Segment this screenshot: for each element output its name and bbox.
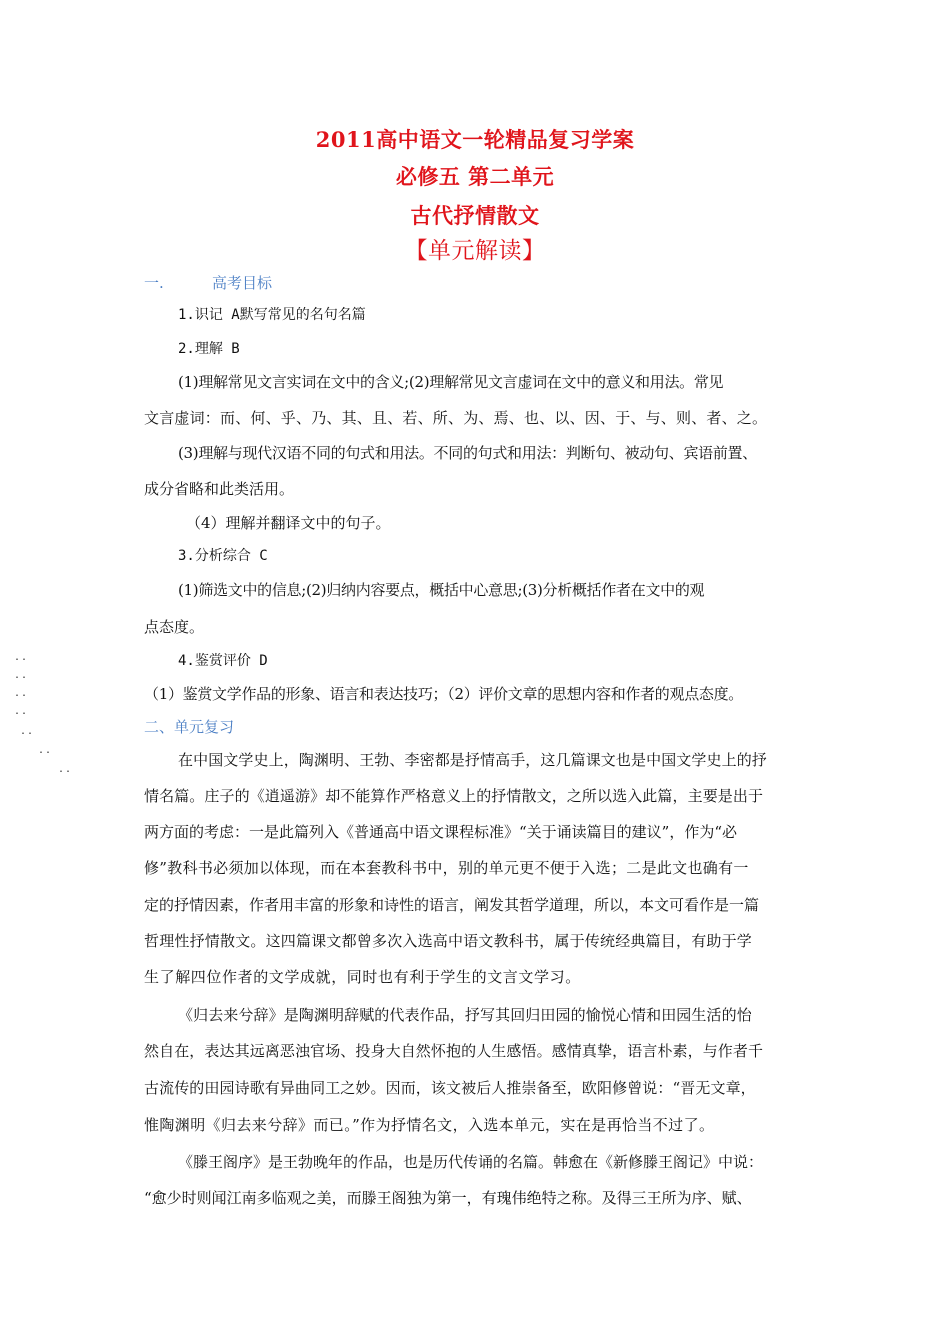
- section-heading-review: 二、单元复习: [144, 718, 235, 736]
- objective-line: 3.分析综合 C: [178, 548, 268, 564]
- review-line: 生了解四位作者的文学成就，同时也有利于学生的文言文学习。: [144, 968, 581, 986]
- margin-mark: ..: [20, 726, 35, 737]
- review-line: 在中国文学史上，陶渊明、王勃、李密都是抒情高手，这几篇课文也是中国文学史上的抒: [178, 751, 767, 769]
- review-line: “愈少时则闻江南多临观之美，而滕王阁独为第一，有瑰伟绝特之称。及得三王所为序、赋、: [144, 1189, 752, 1207]
- section-title: 高考目标: [212, 274, 273, 292]
- review-line: 定的抒情因素，作者用丰富的形象和诗性的语言，阐发其哲学道理，所以，本文可看作是一篇: [144, 896, 760, 914]
- review-line: 《归去来兮辞》是陶渊明辞赋的代表作品，抒写其回归田园的愉悦心情和田园生活的怡: [178, 1006, 752, 1024]
- objective-line: (1)理解常见文言实词在文中的含义;(2)理解常见文言虚词在文中的意义和用法。常见: [178, 373, 724, 391]
- objective-line: 文言虚词：而、何、乎、乃、其、且、若、所、为、焉、也、以、因、于、与、则、者、之。: [144, 409, 768, 427]
- review-line: 古流传的田园诗歌有异曲同工之妙。因而，该文被后人推崇备至，欧阳修曾说：“晋无文章，: [144, 1079, 756, 1097]
- review-line: 两方面的考虑：一是此篇列入《普通高中语文课程标准》“关于诵读篇目的建议”，作为“必: [144, 823, 738, 841]
- margin-mark: ..: [14, 652, 29, 663]
- objective-line: 2.理解 B: [178, 341, 240, 357]
- objective-line: 点态度。: [144, 618, 205, 636]
- section-banner: 【单元解读】: [404, 238, 546, 264]
- objective-line: (3)理解与现代汉语不同的句式和用法。不同的句式和用法：判断句、被动句、宾语前置、: [178, 444, 757, 462]
- unit-title: 古代抒情散文: [410, 203, 540, 228]
- section-heading-objectives: [144, 272, 272, 293]
- objective-line: 成分省略和此类活用。: [144, 480, 295, 498]
- margin-mark: ..: [58, 764, 73, 775]
- review-line: 惟陶渊明《归去来兮辞》而已。”作为抒情名文，入选本单元，实在是再恰当不过了。: [144, 1116, 715, 1134]
- objective-line: 4.鉴赏评价 D: [178, 653, 268, 669]
- review-line: 哲理性抒情散文。这四篇课文都曾多次入选高中语文教科书，属于传统经典篇目，有助于学: [144, 932, 753, 950]
- margin-mark: ..: [14, 688, 29, 699]
- objective-line: （1）鉴赏文学作品的形象、语言和表达技巧；（2）评价文章的思想内容和作者的观点态度。: [144, 685, 743, 703]
- margin-mark: ..: [14, 706, 29, 717]
- objective-line: 1.识记 A默写常见的名句名篇: [178, 307, 366, 323]
- review-line: 情名篇。庄子的《逍遥游》却不能算作严格意义上的抒情散文，之所以选入此篇，主要是出于: [144, 787, 764, 805]
- objective-line: (1)筛选文中的信息;(2)归纳内容要点，概括中心意思;(3)分析概括作者在文中的观: [178, 581, 705, 599]
- document-title: 2011高中语文一轮精品复习学案: [315, 127, 635, 152]
- section-number: 一.: [144, 274, 164, 292]
- review-line: 修”教科书必须加以体现，而在本套教科书中，别的单元更不便于入选；二是此文也确有一: [144, 859, 749, 877]
- objective-line: （4）理解并翻译文中的句子。: [186, 514, 391, 532]
- document-subtitle: 必修五 第二单元: [395, 164, 555, 189]
- review-line: 《滕王阁序》是王勃晚年的作品，也是历代传诵的名篇。韩愈在《新修滕王阁记》中说：: [178, 1153, 764, 1171]
- margin-mark: ..: [38, 745, 53, 756]
- margin-mark: ..: [14, 670, 29, 681]
- review-line: 然自在，表达其远离恶浊官场、投身大自然怀抱的人生感悟。感情真挚，语言朴素，与作者千: [144, 1042, 764, 1060]
